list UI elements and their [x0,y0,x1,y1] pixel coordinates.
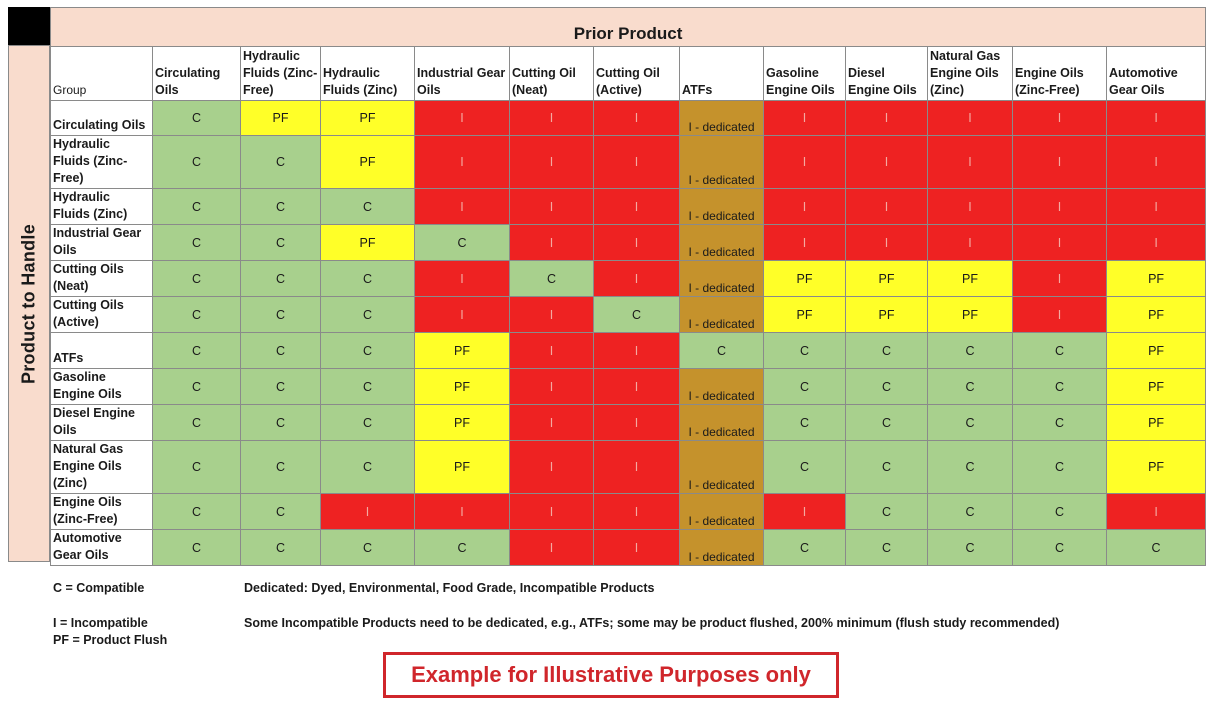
cell-compatible: C [928,333,1013,369]
cell-incompatible: I [764,189,846,225]
cell-compatible: C [415,530,510,566]
cell-product-flush: PF [1107,333,1206,369]
cell-compatible: C [321,441,415,494]
cell-dedicated: I - dedicated [680,225,764,261]
table-row [51,441,1206,494]
cell-compatible: C [153,189,241,225]
cell-compatible: C [153,333,241,369]
cell-product-flush: PF [415,369,510,405]
cell-compatible: C [928,494,1013,530]
cell-dedicated: I - dedicated [680,261,764,297]
cell-product-flush: PF [1107,261,1206,297]
cell-dedicated: I - dedicated [680,101,764,136]
cell-product-flush: PF [1107,297,1206,333]
cell-compatible: C [1013,369,1107,405]
corner-block [8,7,50,45]
cell-incompatible: I [510,297,594,333]
table-row [51,136,1206,189]
cell-compatible: C [1013,405,1107,441]
cell-compatible: C [241,530,321,566]
cell-compatible: C [764,369,846,405]
column-header: Circulating Oils [153,47,241,101]
cell-compatible: C [321,369,415,405]
column-header: Diesel Engine Oils [846,47,928,101]
row-label: Industrial Gear Oils [51,225,153,261]
row-label: Cutting Oils (Active) [51,297,153,333]
legend-compatible: C = Compatible [53,581,145,595]
cell-dedicated: I - dedicated [680,494,764,530]
row-label: Natural Gas Engine Oils (Zinc) [51,441,153,494]
column-header: Gasoline Engine Oils [764,47,846,101]
table-row [51,225,1206,261]
cell-compatible: C [928,405,1013,441]
cell-product-flush: PF [1107,405,1206,441]
cell-compatible: C [153,369,241,405]
cell-incompatible: I [1107,101,1206,136]
cell-compatible: C [680,333,764,369]
cell-incompatible: I [1107,189,1206,225]
cell-incompatible: I [594,136,680,189]
cell-incompatible: I [764,494,846,530]
cell-incompatible: I [594,189,680,225]
column-header: Hydraulic Fluids (Zinc) [321,47,415,101]
cell-product-flush: PF [1107,369,1206,405]
cell-incompatible: I [594,333,680,369]
table-row [51,333,1206,369]
cell-compatible: C [153,225,241,261]
cell-compatible: C [846,405,928,441]
cell-incompatible: I [594,101,680,136]
cell-incompatible: I [1107,136,1206,189]
example-notice-box [383,652,839,698]
cell-compatible: C [241,136,321,189]
cell-incompatible: I [1013,101,1107,136]
cell-dedicated: I - dedicated [680,189,764,225]
cell-incompatible: I [1013,225,1107,261]
cell-compatible: C [153,494,241,530]
cell-compatible: C [241,333,321,369]
cell-dedicated: I - dedicated [680,297,764,333]
cell-compatible: C [846,441,928,494]
cell-incompatible: I [321,494,415,530]
cell-compatible: C [321,297,415,333]
cell-dedicated: I - dedicated [680,136,764,189]
cell-product-flush: PF [846,261,928,297]
cell-compatible: C [241,189,321,225]
cell-compatible: C [321,333,415,369]
cell-compatible: C [321,405,415,441]
row-label: Circulating Oils [51,101,153,136]
row-label: Hydraulic Fluids (Zinc) [51,189,153,225]
cell-product-flush: PF [415,405,510,441]
compatibility-matrix [50,7,1206,566]
table-row [51,494,1206,530]
cell-incompatible: I [415,136,510,189]
cell-compatible: C [241,297,321,333]
table-row [51,101,1206,136]
cell-incompatible: I [764,225,846,261]
cell-incompatible: I [415,101,510,136]
cell-compatible: C [928,441,1013,494]
cell-incompatible: I [1107,225,1206,261]
column-header: Cutting Oil (Neat) [510,47,594,101]
cell-incompatible: I [764,136,846,189]
cell-product-flush: PF [241,101,321,136]
cell-product-flush: PF [321,225,415,261]
cell-compatible: C [153,261,241,297]
cell-compatible: C [846,530,928,566]
matrix-body [51,101,1206,566]
table-row [51,405,1206,441]
row-label: Hydraulic Fluids (Zinc-Free) [51,136,153,189]
cell-incompatible: I [510,441,594,494]
cell-product-flush: PF [321,136,415,189]
example-notice-text: Example for Illustrative Purposes only [411,662,811,687]
table-row [51,261,1206,297]
cell-incompatible: I [764,101,846,136]
cell-compatible: C [764,405,846,441]
cell-product-flush: PF [415,441,510,494]
cell-compatible: C [928,530,1013,566]
cell-product-flush: PF [321,101,415,136]
cell-product-flush: PF [764,261,846,297]
cell-dedicated: I - dedicated [680,441,764,494]
row-label: Cutting Oils (Neat) [51,261,153,297]
legend-product-flush: PF = Product Flush [53,633,168,647]
cell-compatible: C [1107,530,1206,566]
group-header: Group [51,47,153,101]
cell-incompatible: I [510,136,594,189]
title-row [51,8,1206,47]
cell-compatible: C [1013,530,1107,566]
cell-compatible: C [1013,441,1107,494]
cell-incompatible: I [594,441,680,494]
legend-dedicated-note: Dedicated: Dyed, Environmental, Food Grade, Incompatible Products [244,581,655,595]
cell-incompatible: I [510,405,594,441]
cell-compatible: C [241,441,321,494]
cell-product-flush: PF [846,297,928,333]
cell-compatible: C [153,405,241,441]
row-label: Diesel Engine Oils [51,405,153,441]
column-header-row [51,47,1206,101]
cell-dedicated: I - dedicated [680,405,764,441]
cell-compatible: C [321,189,415,225]
cell-compatible: C [321,261,415,297]
cell-compatible: C [153,530,241,566]
cell-incompatible: I [928,189,1013,225]
row-label: ATFs [51,333,153,369]
cell-compatible: C [153,441,241,494]
cell-compatible: C [928,369,1013,405]
cell-incompatible: I [510,369,594,405]
column-header: Cutting Oil (Active) [594,47,680,101]
cell-incompatible: I [1013,189,1107,225]
cell-incompatible: I [846,189,928,225]
cell-product-flush: PF [928,297,1013,333]
cell-product-flush: PF [1107,441,1206,494]
cell-incompatible: I [510,530,594,566]
cell-compatible: C [510,261,594,297]
cell-product-flush: PF [764,297,846,333]
cell-incompatible: I [928,136,1013,189]
cell-incompatible: I [510,333,594,369]
cell-compatible: C [594,297,680,333]
column-header: Natural Gas Engine Oils (Zinc) [928,47,1013,101]
cell-incompatible: I [846,101,928,136]
cell-product-flush: PF [415,333,510,369]
table-row [51,530,1206,566]
cell-compatible: C [241,261,321,297]
cell-incompatible: I [510,101,594,136]
cell-incompatible: I [510,225,594,261]
cell-incompatible: I [594,530,680,566]
column-header: ATFs [680,47,764,101]
cell-incompatible: I [594,369,680,405]
column-header: Hydraulic Fluids (Zinc-Free) [241,47,321,101]
cell-compatible: C [764,441,846,494]
cell-incompatible: I [1013,136,1107,189]
cell-compatible: C [846,369,928,405]
cell-incompatible: I [594,225,680,261]
cell-compatible: C [153,297,241,333]
row-label: Automotive Gear Oils [51,530,153,566]
cell-incompatible: I [1107,494,1206,530]
side-label-text: Product to Handle [18,223,39,384]
cell-compatible: C [241,494,321,530]
table-row [51,369,1206,405]
cell-compatible: C [415,225,510,261]
cell-incompatible: I [415,189,510,225]
row-label: Gasoline Engine Oils [51,369,153,405]
table-title: Prior Product [51,8,1206,47]
cell-incompatible: I [846,225,928,261]
cell-compatible: C [764,333,846,369]
table-row [51,297,1206,333]
cell-compatible: C [241,369,321,405]
cell-incompatible: I [510,494,594,530]
cell-incompatible: I [415,494,510,530]
cell-compatible: C [846,333,928,369]
cell-compatible: C [846,494,928,530]
legend-incompatible-note: Some Incompatible Products need to be dedicated, e.g., ATFs; some may be product flushed, 200% minimum (flush study recommended) [244,616,1060,630]
legend-incompatible: I = Incompatible [53,616,148,630]
cell-dedicated: I - dedicated [680,530,764,566]
column-header: Industrial Gear Oils [415,47,510,101]
column-header: Automotive Gear Oils [1107,47,1206,101]
cell-compatible: C [241,225,321,261]
cell-incompatible: I [1013,297,1107,333]
cell-compatible: C [153,101,241,136]
cell-incompatible: I [594,494,680,530]
cell-incompatible: I [510,189,594,225]
cell-incompatible: I [415,297,510,333]
column-header: Engine Oils (Zinc-Free) [1013,47,1107,101]
cell-incompatible: I [594,261,680,297]
cell-incompatible: I [1013,261,1107,297]
cell-incompatible: I [846,136,928,189]
cell-compatible: C [241,405,321,441]
cell-compatible: C [1013,494,1107,530]
cell-compatible: C [321,530,415,566]
cell-incompatible: I [415,261,510,297]
side-axis-label [8,45,50,562]
cell-incompatible: I [594,405,680,441]
row-label: Engine Oils (Zinc-Free) [51,494,153,530]
table-row [51,189,1206,225]
cell-dedicated: I - dedicated [680,369,764,405]
cell-product-flush: PF [928,261,1013,297]
cell-incompatible: I [928,101,1013,136]
cell-incompatible: I [928,225,1013,261]
cell-compatible: C [764,530,846,566]
cell-compatible: C [153,136,241,189]
cell-compatible: C [1013,333,1107,369]
